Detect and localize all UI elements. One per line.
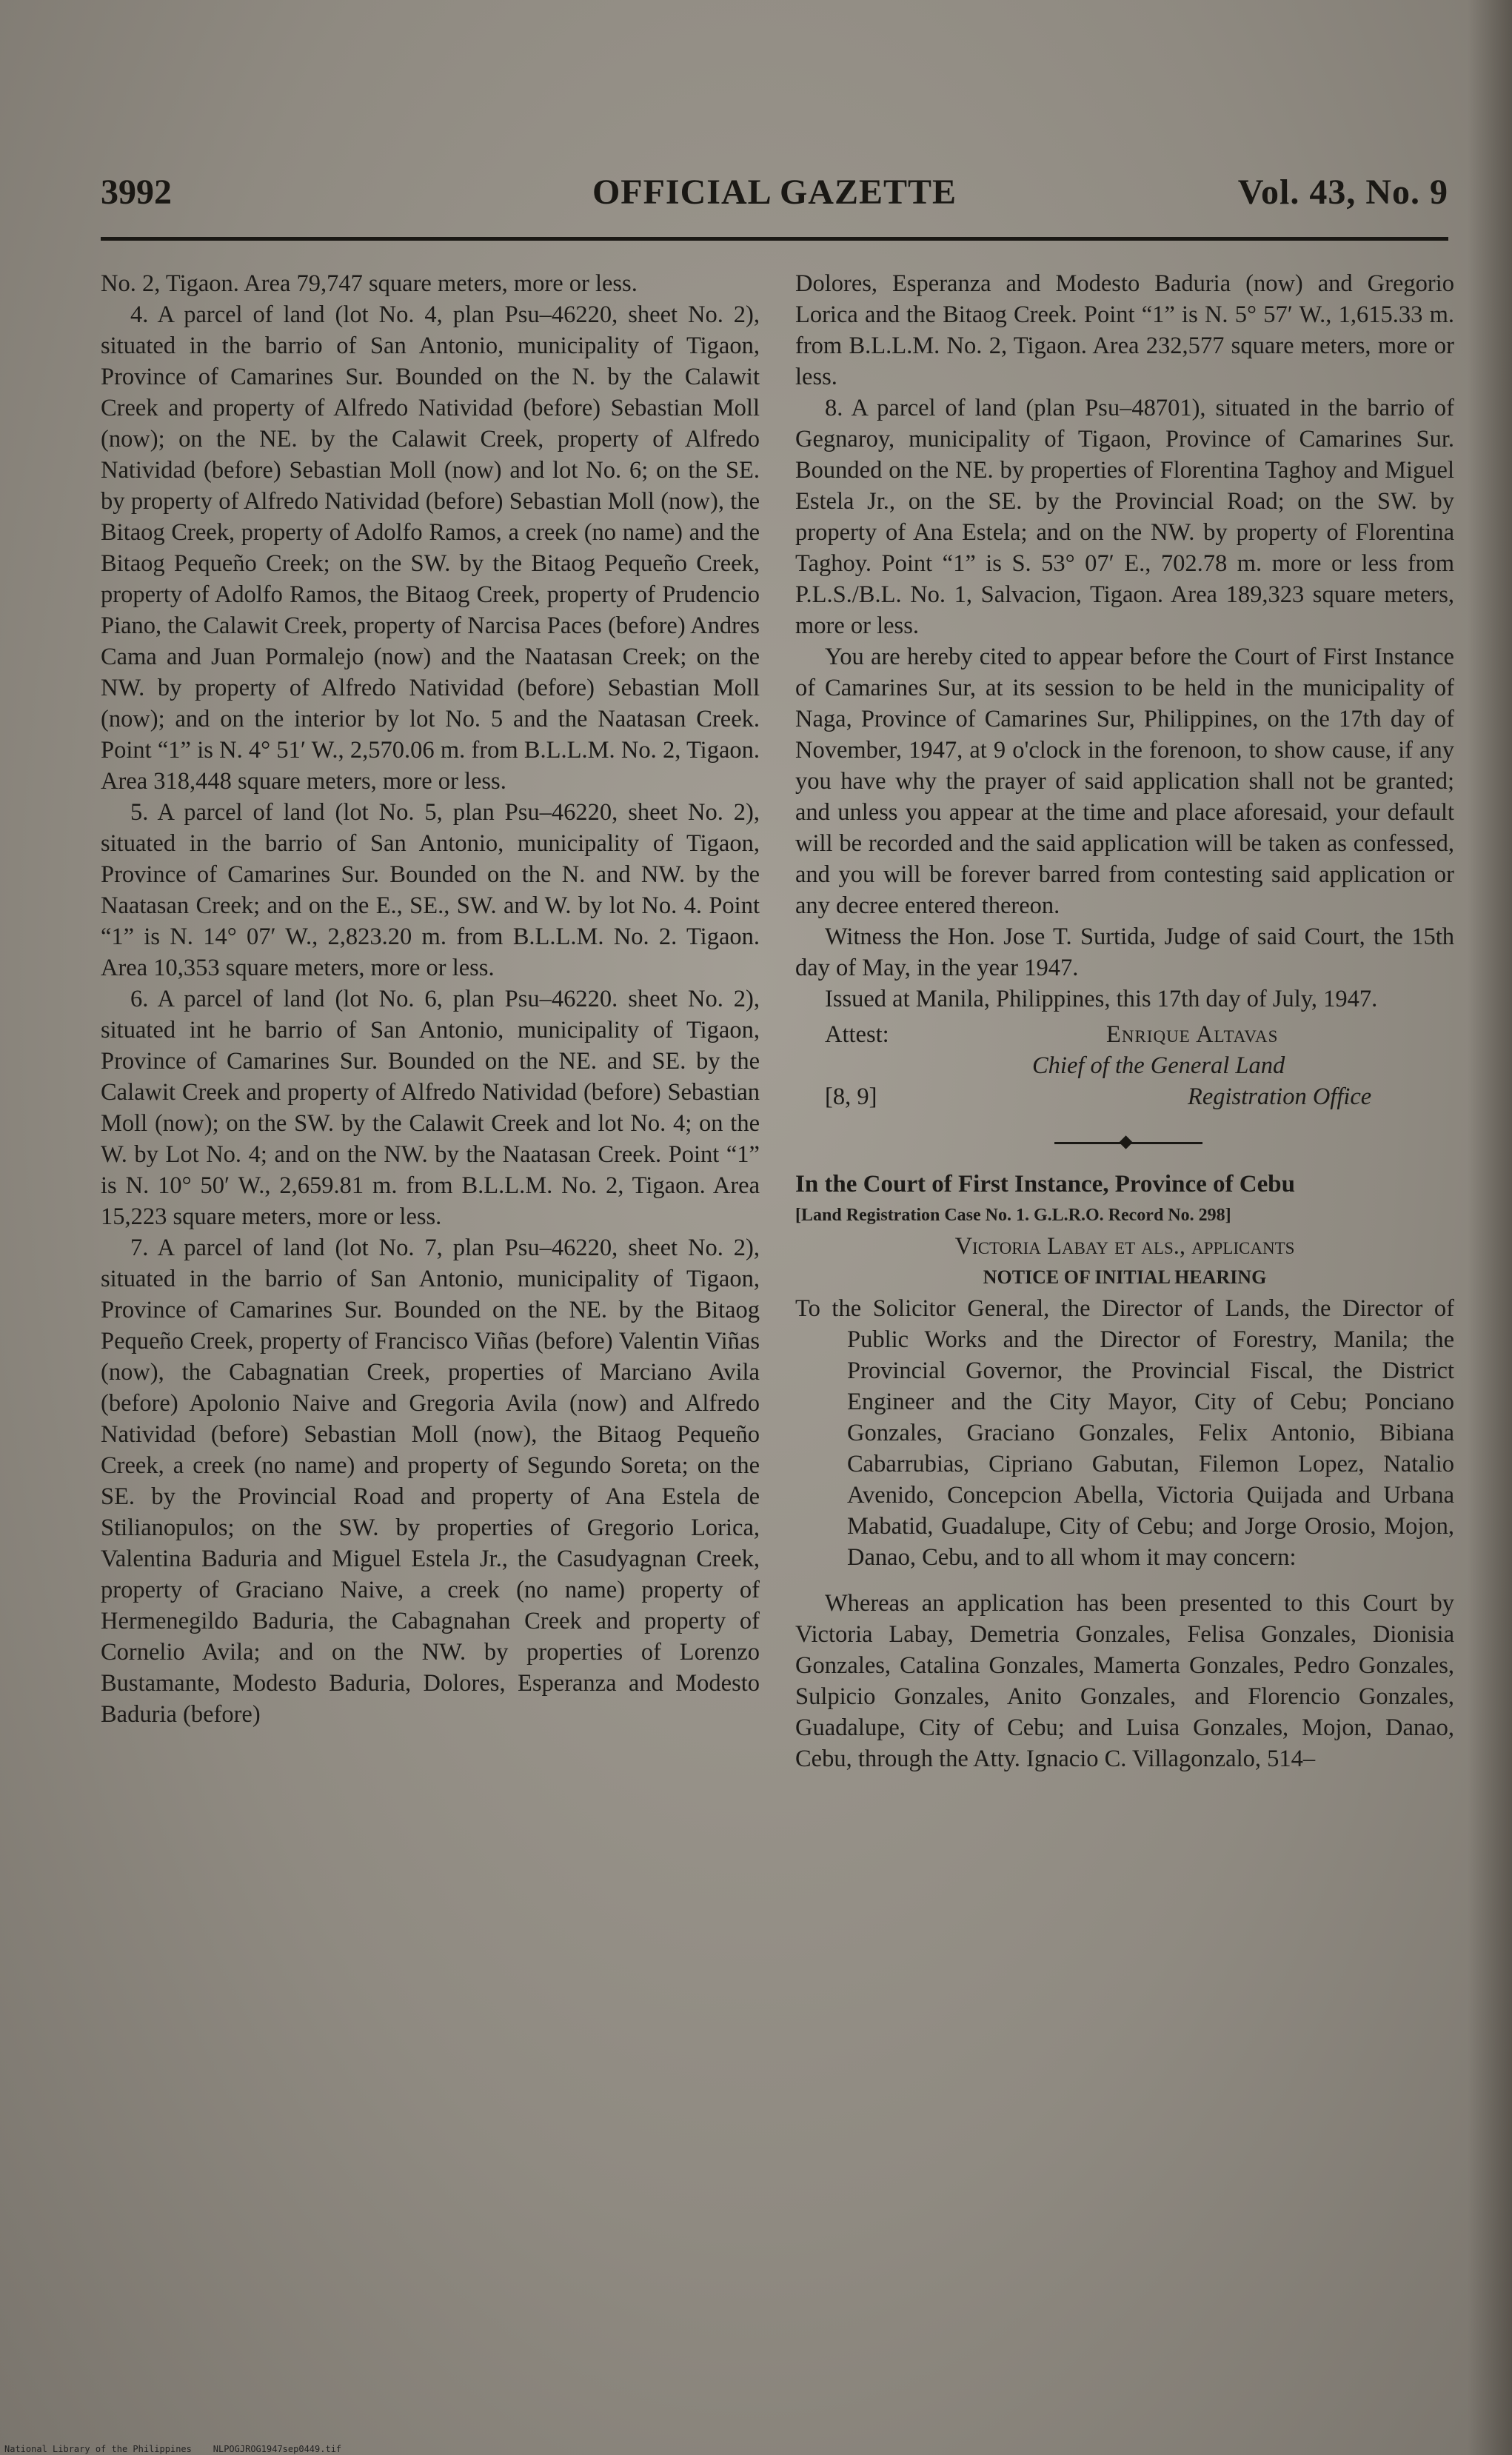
attest-label: Attest: [825,1021,889,1048]
paragraph-lot-4: 4. A parcel of land (lot No. 4, plan Psu–46220, sheet No. 2), situated in the barrio of San Antonio, municipality of Tigaon, Province of Camarines Sur. Bounded on the N. by the Calawit Creek and property of Alfredo Natividad (before) Sebastian Moll (now); on the NE. by the Calawit Creek, property of Alfredo Natividad (before) Sebastian Moll (now) and lot No. 6; on the SE. by property of Alfredo Natividad (before) Sebastian Moll (now), the Bitaog Creek, property of Adolfo Ramos, a creek (no name) and the Bitaog Pequeño Creek; on the SW. by the Bitaog Pequeño Creek, property of Adolfo Ramos, the Bitaog Creek, property of Prudencio Piano, the Calawit Creek, property of Narcisa Paces (before) Andres Cama and Juan Pormalejo (now) and the Naatasan Creek; on the NW. by property of Alfredo Natividad (before) Sebastian Moll (now); and on the interior by lot No. 5 and the Naatasan Creek. Point “1” is N. 4° 51′ W., 2,570.06 m. from B.L.L.M. No. 2, Tigaon. Area 318,448 square meters, more or less. [101,301,760,795]
signatory-name: Enrique Altavas [1106,1021,1279,1048]
attest-block [795,1019,1454,1117]
paragraph-lot-6: 6. A parcel of land (lot No. 6, plan Psu–46220. sheet No. 2), situated int he barrio of San Antonio, municipality of Tigaon, Province of Camarines Sur. Bounded on the NE. and SE. by the Calawit Creek and property of Alfredo Natividad (before) Sebastian Moll (now); on the SW. by the Calawit Creek and lot No. 4; on the W. by Lot No. 4; and on the NW. by the Naatasan Creek. Point “1” is N. 10° 50′ W., 2,659.81 m. from B.L.L.M. No. 2, Tigaon. Area 15,223 square meters, more or less. [101,986,760,1230]
page-header [101,172,1448,231]
signatory-title-line1: Chief of the General Land [1032,1052,1285,1079]
paragraph: No. 2, Tigaon. Area 79,747 square meters, more or less. [101,270,638,297]
paragraph-citation: You are hereby cited to appear before the Court of First Instance of Camarines Sur, at its session to be held in the municipality of Naga, Province of Camarines Sur, Philippines, on the 17th day of November, 1947, at 9 o'clock in the forenoon, to show cause, if any you have why the prayer of said application shall not be granted; and unless you appear at the time and place aforesaid, your default will be recorded and the said application will be taken as confessed, and you will be forever barred from contesting said application or any decree entered thereon. [795,644,1454,919]
right-column [795,268,1454,1774]
issue-reference: [8, 9] [825,1083,877,1110]
court-heading: In the Court of First Instance, Province of Cebu [795,1171,1295,1198]
publication-title: OFFICIAL GAZETTE [592,173,957,212]
paragraph: Dolores, Esperanza and Modesto Baduria (now) and Gregorio Lorica and the Bitaog Creek. Point “1” is N. 5° 57′ W., 1,615.33 m. from B.L.L.M. No. 2, Tigaon. Area 232,577 square meters, more or less. [795,270,1454,390]
addressees-paragraph: To the Solicitor General, the Director of Lands, the Director of Public Works and the Director of Forestry, Manila; the Provincial Governor, the Provincial Fiscal, the District Engineer and the City Mayor, City of Cebu; Ponciano Gonzales, Graciano Gonzales, Felix Antonio, Bibiana Cabarrubias, Cipriano Gabutan, Filemon Lopez, Natalio Avenido, Concepcion Abella, Victoria Quijada and Urbana Mabatid, Guadalupe, City of Cebu; and Jorge Orosio, Mojon, Danao, Cebu, and to all whom it may concern: [795,1295,1454,1571]
left-column [101,268,760,1730]
scan-footer: National Library of the Philippines NLPOGJROG1947sep0449.tif [4,2444,342,2454]
notice-heading: NOTICE OF INITIAL HEARING [983,1266,1267,1288]
page-number: 3992 [101,173,172,212]
volume-number: Vol. 43, No. 9 [1237,173,1448,212]
paragraph-witness: Witness the Hon. Jose T. Surtida, Judge of said Court, the 15th day of May, in the year 1947. [795,923,1454,981]
paragraph-lot-5: 5. A parcel of land (lot No. 5, plan Psu–46220, sheet No. 2), situated in the barrio of San Antonio, municipality of Tigaon, Province of Camarines Sur. Bounded on the N. and NW. by the Naatasan Creek; and on the E., SE., SW. and W. by lot No. 4. Point “1” is N. 14° 07′ W., 2,823.20 m. from B.L.L.M. No. 2. Tigaon. Area 10,353 square meters, more or less. [101,799,760,981]
whereas-paragraph: Whereas an application has been presented to this Court by Victoria Labay, Demetria Gonzales, Felisa Gonzales, Dionisia Gonzales, Catalina Gonzales, Mamerta Gonzales, Pedro Gonzales, Sulpicio Gonzales, Anito Gonzales, and Florencio Gonzales, Guadalupe, City of Cebu; and Luisa Gonzales, Mojon, Danao, Cebu, through the Atty. Ignacio C. Villagonzalo, 514– [795,1590,1454,1772]
paragraph-issued: Issued at Manila, Philippines, this 17th day of July, 1947. [825,986,1378,1012]
paragraph-parcel-8: 8. A parcel of land (plan Psu–48701), situated in the barrio of Gegnaroy, municipality of Tigaon, Province of Camarines Sur. Bounded on the NE. by properties of Florentina Taghoy and Miguel Estela Jr., on the SE. by the Provincial Road; on the SW. by property of Ana Estela; and on the NW. by property of Florentina Taghoy. Point “1” is S. 53° 07′ E., 702.78 m. more or less from P.L.S./B.L. No. 1, Salvacion, Tigaon. Area 189,323 square meters, more or less. [795,395,1454,639]
section-divider [795,1117,1454,1169]
signatory-title-line2: Registration Office [1188,1083,1372,1110]
case-reference: [Land Registration Case No. 1. G.L.R.O. Record No. 298] [795,1206,1231,1225]
header-rule [101,237,1448,241]
applicants-line: Victoria Labay et als., applicants [954,1233,1295,1260]
divider-diamond-icon [1119,1135,1132,1149]
paragraph-lot-7: 7. A parcel of land (lot No. 7, plan Psu–46220, sheet No. 2), situated in the barrio of San Antonio, municipality of Tigaon, Province of Camarines Sur. Bounded on the NE. by the Bitaog Pequeño Creek, property of Francisco Viñas (before) Valentin Viñas (now), the Cabagnatian Creek, properties of Marciano Avila (before) Apolonio Naive and Gregoria Avila (now) and Alfredo Natividad (before) Sebastian Moll (now), the Bitaog Pequeño Creek, a creek (no name) and property of Segundo Soreta; on the SE. by the Provincial Road and property of Ana Estela de Stilianopulos; on the SW. by properties of Gregorio Lorica, Valentina Baduria and Miguel Estela Jr., the Casudyagnan Creek, property of Graciano Naive, a creek (no name) property of Hermenegildo Baduria, the Cabagnahan Creek and property of Cornelio Avila; and on the NW. by properties of Lorenzo Bustamante, Modesto Baduria, Dolores, Esperanza and Modesto Baduria (before) [101,1235,760,1728]
page-edge-shadow [1468,0,1512,2455]
